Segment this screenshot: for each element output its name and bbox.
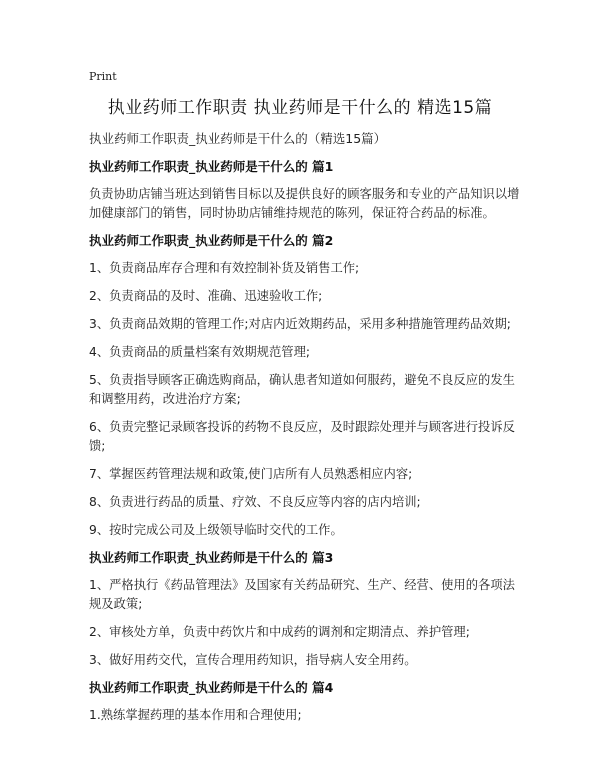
- print-link[interactable]: Print: [89, 70, 117, 83]
- list-item: 5、负责指导顾客正确选购商品，确认患者知道如何服药，避免不良反应的发生和调整用药，改进治疗方案;: [89, 373, 515, 406]
- section-2: [89, 232, 521, 540]
- list-item: 1、负责商品库存合理和有效控制补货及销售工作;: [89, 261, 360, 275]
- document-body: [89, 130, 521, 734]
- list-item: 1.熟练掌握药理的基本作用和合理使用;: [89, 708, 302, 722]
- section-heading: 执业药师工作职责_执业药师是干什么的 篇1: [89, 159, 334, 174]
- list-item: 3、负责商品效期的管理工作;对店内近效期药品，采用多种措施管理药品效期;: [89, 317, 511, 331]
- list-item: 8、负责进行药品的质量、疗效、不良反应等内容的店内培训;: [89, 495, 421, 509]
- section-3: [89, 549, 521, 670]
- section-4: [89, 679, 521, 725]
- section-heading: 执业药师工作职责_执业药师是干什么的 篇2: [89, 233, 334, 248]
- list-item: 2、审核处方单，负责中药饮片和中成药的调剂和定期清点、养护管理;: [89, 625, 470, 639]
- section-heading: 执业药师工作职责_执业药师是干什么的 篇4: [89, 680, 334, 695]
- list-item: 6、负责完整记录顾客投诉的药物不良反应，及时跟踪处理并与顾客进行投诉反馈;: [89, 420, 515, 453]
- list-item: 1、严格执行《药品管理法》及国家有关药品研究、生产、经营、使用的各项法规及政策;: [89, 578, 515, 611]
- list-item: 9、按时完成公司及上级领导临时交代的工作。: [89, 523, 343, 537]
- list-item: 7、掌握医药管理法规和政策,使门店所有人员熟悉相应内容;: [89, 467, 413, 481]
- paragraph: 负责协助店铺当班达到销售目标以及提供良好的顾客服务和专业的产品知识以增加健康部门的销售，同时协助店铺维持规范的陈列，保证符合药品的标准。: [89, 187, 520, 220]
- section-heading: 执业药师工作职责_执业药师是干什么的 篇3: [89, 550, 334, 565]
- list-item: 4、负责商品的质量档案有效期规范管理;: [89, 345, 311, 359]
- list-item: 3、做好用药交代，宣传合理用药知识，指导病人安全用药。: [89, 653, 417, 667]
- document-subtitle: 执业药师工作职责_执业药师是干什么的（精选15篇）: [89, 131, 387, 146]
- page-title: 执业药师工作职责 执业药师是干什么的 精选15篇: [107, 98, 493, 118]
- list-item: 2、负责商品的及时、准确、迅速验收工作;: [89, 289, 323, 303]
- section-1: [89, 158, 521, 223]
